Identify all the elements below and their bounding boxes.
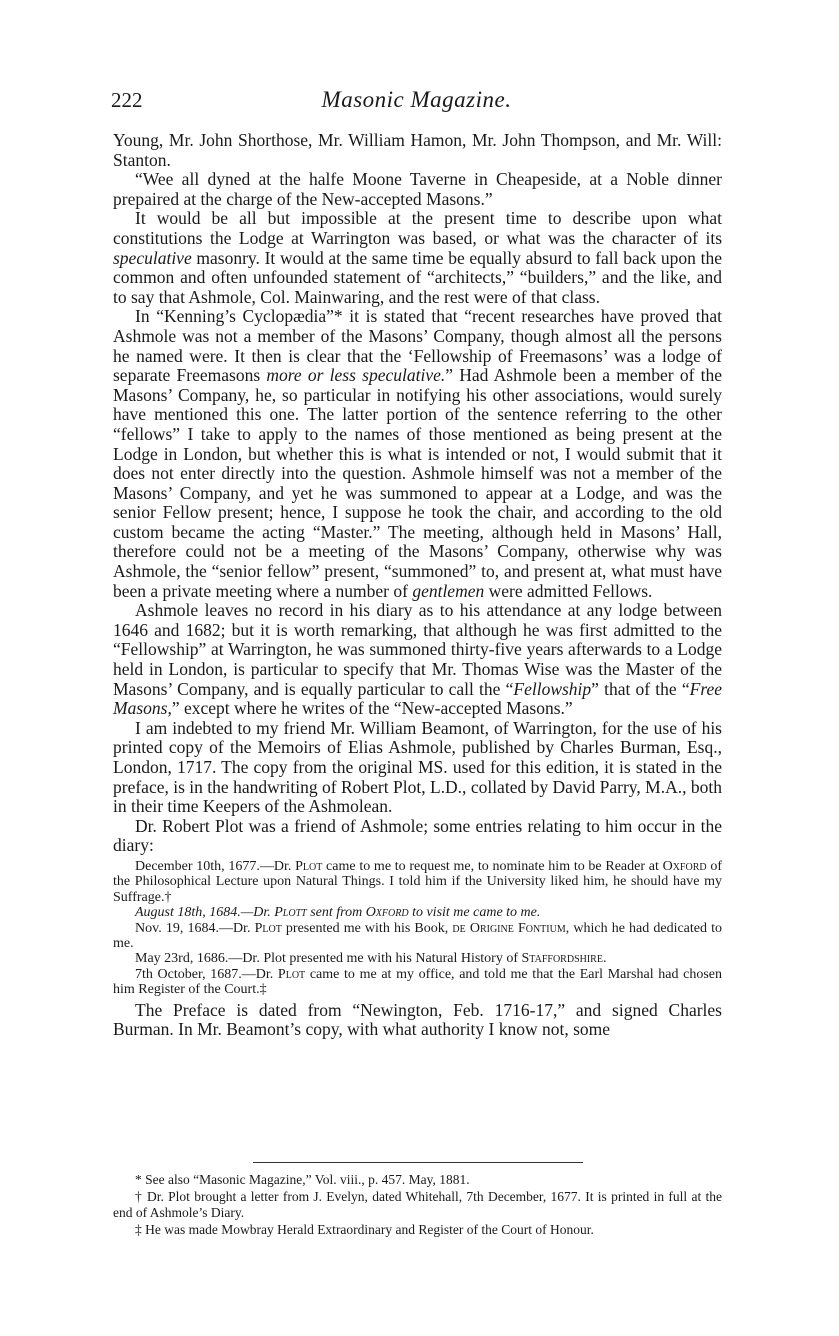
text-run: presented me with his Book, <box>281 920 453 936</box>
text-run: Nov. 19, 1684.—Dr. <box>135 920 255 936</box>
paragraph-6: I am indebted to my friend Mr. William Beamont, of Warrington, for the use of his printed copy of the Memoirs of Elias Ashmole, published by Charles Burman, Esq., London, 1717. The copy from the original MS. used for this edition, it is stated in the preface, is in the handwriting of Robert Plot, L.D., collated by David Parry, M.A., both in their time Keepers of the Ashmolean. <box>113 717 722 817</box>
running-title: Masonic Magazine. <box>321 87 512 112</box>
text-run: were admitted Fellows. <box>484 580 653 601</box>
text-run: Ashmole leaves no record in his diary as to his attendance at any lodge between 1646 and 1682; but it is worth remarking, that although he was first admitted to the “Fellowship” at Warrington, he was summoned thirty-five years afterwards to a Lodge held in London, is particular to specify that Mr. Thomas Wise was the Master of the Masons’ Company, and is equally particular to call the “ <box>113 600 722 699</box>
text-run: masonry. It would at the same time be equally absurd to fall back upon the common and often unfounded statement of “architects,” “builders,” and the like, and to say that Ashmole, Col. Mainwaring, and the rest were of that class. <box>113 247 722 307</box>
text-run: came to me to request me, to nominate him to be Reader at <box>322 858 663 874</box>
emphasis: Fellowship <box>513 678 592 699</box>
text-run: . <box>602 951 607 967</box>
footnote-3: ‡ He was made Mowbray Herald Extraordinary and Register of the Court of Honour. <box>135 1221 594 1237</box>
emphasis: speculative <box>113 247 192 268</box>
small-caps: Plot <box>295 858 323 874</box>
paragraph-7: Dr. Robert Plot was a friend of Ashmole; some entries relating to him occur in the diary: <box>113 815 722 856</box>
paragraph-3 <box>113 209 722 307</box>
text-run: December 10th, 1677.—Dr. <box>135 858 296 874</box>
paragraph-2: “Wee all dyned at the halfe Moone Taverne in Cheapeside, at a Noble dinner prepaired at the charge of the New-accepted Masons.” <box>113 169 722 209</box>
text-run: In “Kenning’s Cyclopædia”* it is stated that “recent researches have proved that Ashmole was not a member of the Masons’ Company, though almost all the persons he named were. It then is clear that the ‘Fellowship of Freemasons’ was a lodge of separate Freemasons <box>113 306 722 386</box>
page-number: 222 <box>111 88 143 112</box>
text-run: 7th October, 1687.—Dr. <box>135 966 278 982</box>
footnote-1: * See also “Masonic Magazine,” Vol. viii., p. 457. May, 1881. <box>135 1172 470 1187</box>
diary-entry <box>113 967 722 998</box>
small-caps: Plott <box>274 905 307 921</box>
text-run: of the Philosophical Lecture upon Natural Things. I told him if the University liked him, he should have my Suffrage.† <box>113 858 722 905</box>
small-caps: Staffordshire <box>521 951 603 967</box>
diary-entry <box>113 905 722 920</box>
text-run: ” that of the “ <box>591 678 690 699</box>
text-run: ” except where he writes of the “New-accepted Masons.” <box>171 698 573 719</box>
page-header <box>111 88 722 118</box>
text-run: It would be all but impossible at the present time to describe upon what constitutions the Lodge at Warrington was based, or what was the character of its <box>113 208 722 248</box>
footnote-divider <box>253 1162 583 1163</box>
text-run: ” Had Ashmole been a member of the Masons’ Company, he, so particular in notifying his other associations, would surely have mentioned this one. The latter portion of the sentence referring to the other “fellows” I take to apply to the names of those mentioned as being present at the Lodge in London, but whether this is what is intended or not, I would submit that it does not enter directly into the question. Ashmole himself was not a member of the Masons’ Company, and yet he was summoned to appear at a Lodge, and was the senior Fellow present; hence, I suppose he took the chair, and according to the old custom became the acting “Master.” The meeting, although held in Masons’ Hall, therefore could not be a meeting of the Masons’ Company, otherwise why was Ashmole, the “senior fellow” present, “summoned” to, and present at, what must have been a private meeting where a number of <box>113 365 722 601</box>
footnote-2: † Dr. Plot brought a letter from J. Evelyn, dated Whitehall, 7th December, 1677. It is printed in full at the end of Ashmole’s Diary. <box>113 1188 722 1220</box>
small-caps: de Origine Fontium <box>452 920 566 936</box>
small-caps: Plot <box>254 920 282 936</box>
paragraph-4 <box>113 307 722 601</box>
article-body <box>113 131 722 1040</box>
small-caps: Plot <box>277 966 306 982</box>
text-run: , which he had dedicated to me. <box>113 920 723 951</box>
diary-entry <box>113 859 722 905</box>
diary-extract <box>113 859 722 998</box>
footnotes <box>113 1172 722 1238</box>
emphasis: Free Masons, <box>113 678 723 719</box>
small-caps: Oxford <box>365 905 409 921</box>
diary-entry <box>113 951 722 966</box>
emphasis: gentlemen <box>412 580 485 601</box>
paragraph-5 <box>113 601 722 719</box>
text-run: May 23rd, 1686.—Dr. Plot presented me with his Natural History of <box>135 951 522 967</box>
text-run: sent from <box>306 905 366 921</box>
paragraph-8: The Preface is dated from “Newington, Feb. 1716-17,” and signed Charles Burman. In Mr. Beamont’s copy, with what authority I know not, some <box>113 999 722 1040</box>
text-run: August 18th, 1684.—Dr. <box>135 905 275 921</box>
text-run: came to me at my office, and told me that the Earl Marshal had chosen him Register of the Court.‡ <box>113 966 722 998</box>
small-caps: Oxford <box>662 858 707 874</box>
paragraph-1: Young, Mr. John Shorthose, Mr. William Hamon, Mr. John Thompson, and Mr. Will: Stanton. <box>113 130 722 170</box>
text-run: to visit me came to me. <box>408 905 541 921</box>
diary-entry <box>113 921 722 952</box>
emphasis: more or less speculative. <box>266 365 446 386</box>
